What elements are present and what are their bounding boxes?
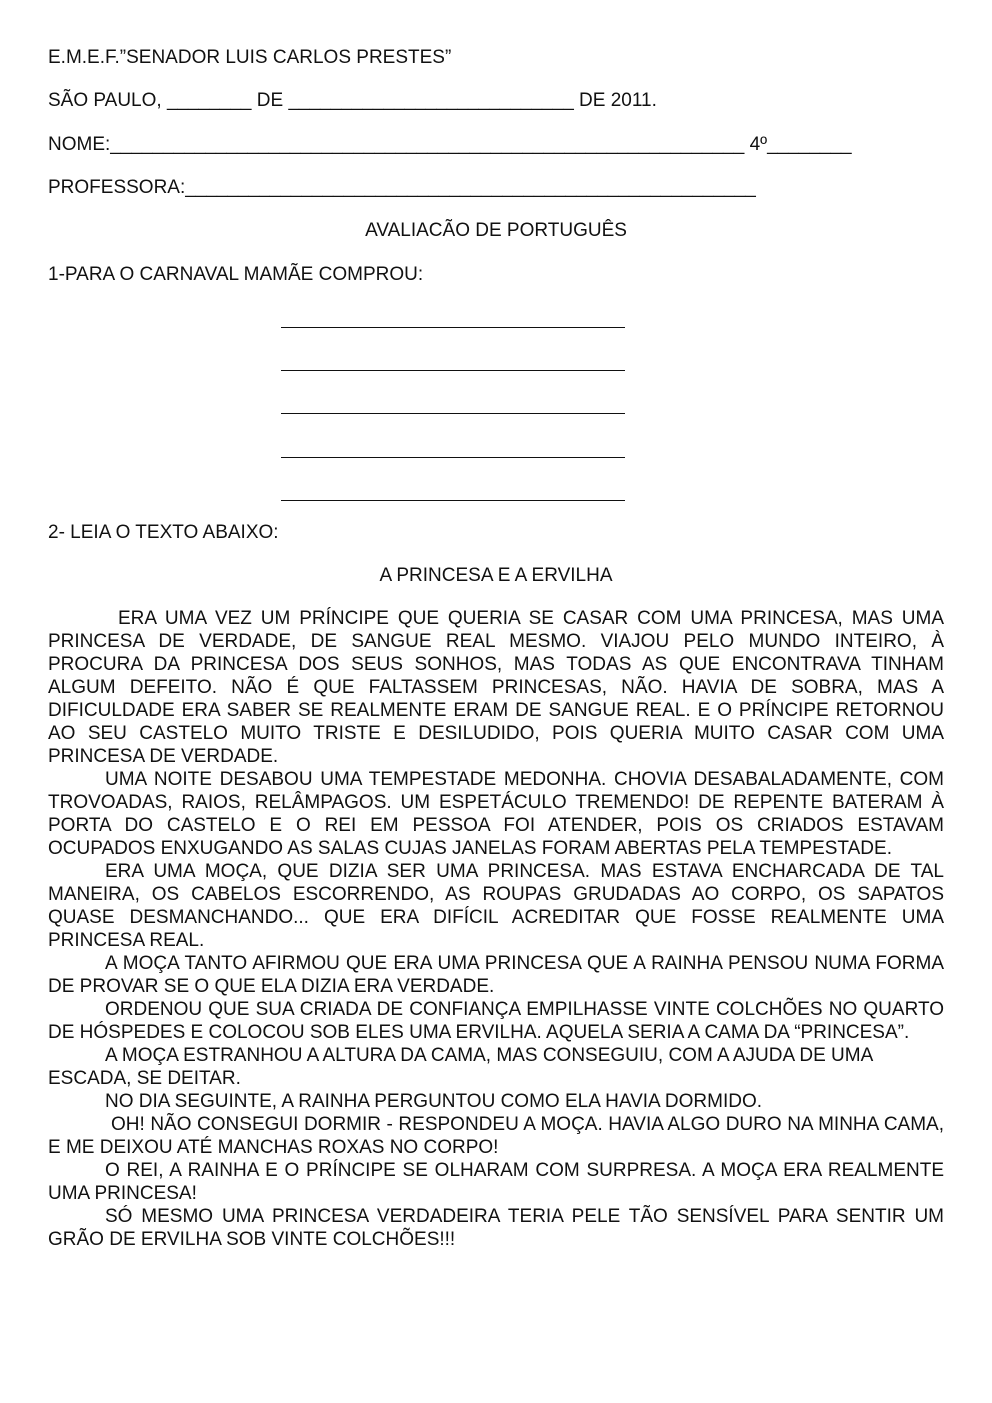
story-paragraph: OH! NÃO CONSEGUI DORMIR - RESPONDEU A MOÇA. HAVIA ALGO DURO NA MINHA CAMA, E ME DEIXOU ATÉ MANCHAS ROXAS NO CORPO! [48, 1114, 944, 1158]
teacher-line: PROFESSORA:______________________________________________________ [48, 177, 756, 198]
story-paragraph: O REI, A RAINHA E O PRÍNCIPE SE OLHARAM COM SURPRESA. A MOÇA ERA REALMENTE UMA PRINCESA! [48, 1160, 944, 1204]
exam-title: AVALIACÃO DE PORTUGUÊS [365, 220, 627, 241]
story-paragraph: UMA NOITE DESABOU UMA TEMPESTADE MEDONHA. CHOVIA DESABALADAMENTE, COM TROVOADAS, RAIOS, RELÂMPAGOS. UM ESPETÁCULO TREMENDO! DE REPENTE BATERAM À PORTA DO CASTELO E O REI EM PESSOA FOI ATENDER, POIS OS CRIADOS ESTAVAM OCUPADOS ENXUGANDO AS SALAS CUJAS JANELAS FORAM ABERTAS PELA TEMPESTADE. [48, 769, 944, 859]
story-text [48, 607, 944, 1251]
answer-blank [281, 370, 625, 371]
story-title: A PRINCESA E A ERVILHA [379, 565, 613, 586]
story-paragraph: SÓ MESMO UMA PRINCESA VERDADEIRA TERIA PELE TÃO SENSÍVEL PARA SENTIR UM GRÃO DE ERVILHA SOB VINTE COLCHÕES!!! [48, 1206, 944, 1250]
story-paragraph: ORDENOU QUE SUA CRIADA DE CONFIANÇA EMPILHASSE VINTE COLCHÕES NO QUARTO DE HÓSPEDES E COLOCOU SOB ELES UMA ERVILHA. AQUELA SERIA A CAMA DA “PRINCESA”. [48, 999, 944, 1043]
student-name-line: NOME:____________________________________________________________ 4º________ [48, 134, 852, 155]
story-paragraph: ERA UMA MOÇA, QUE DIZIA SER UMA PRINCESA. MAS ESTAVA ENCHARCADA DE TAL MANEIRA, OS CABELOS ESCORRENDO, AS ROUPAS GRUDADAS AO CORPO, OS SAPATOS QUASE DESMANCHANDO... QUE ERA DIFÍCIL ACREDITAR QUE FOSSE REALMENTE UMA PRINCESA REAL. [48, 861, 944, 951]
answer-blank [281, 457, 625, 458]
answer-blank [281, 327, 625, 328]
story-paragraph: NO DIA SEGUINTE, A RAINHA PERGUNTOU COMO ELA HAVIA DORMIDO. [105, 1091, 763, 1112]
story-paragraph: A MOÇA TANTO AFIRMOU QUE ERA UMA PRINCESA QUE A RAINHA PENSOU NUMA FORMA DE PROVAR SE O QUE ELA DIZIA ERA VERDADE. [48, 953, 944, 997]
question-2-prompt: 2- LEIA O TEXTO ABAIXO: [48, 522, 279, 543]
question-1-prompt: 1-PARA O CARNAVAL MAMÃE COMPROU: [48, 264, 424, 285]
story-paragraph: ERA UMA VEZ UM PRÍNCIPE QUE QUERIA SE CASAR COM UMA PRINCESA, MAS UMA PRINCESA DE VERDADE, DE SANGUE REAL MESMO. VIAJOU PELO MUNDO INTEIRO, À PROCURA DA PRINCESA DOS SEUS SONHOS, MAS TODAS AS QUE ENCONTRAVA TINHAM ALGUM DEFEITO. NÃO É QUE FALTASSEM PRINCESAS, NÃO. HAVIA DE SOBRA, MAS A DIFICULDADE ERA SABER SE REALMENTE ERAM DE SANGUE REAL. E O PRÍNCIPE RETORNOU AO SEU CASTELO MUITO TRISTE E DESILUDIDO, POIS QUERIA MUITO CASAR COM UMA PRINCESA DE VERDADE. [48, 608, 944, 767]
date-line: SÃO PAULO, ________ DE ___________________________ DE 2011. [48, 90, 657, 111]
answer-blank [281, 413, 625, 414]
school-name: E.M.E.F.”SENADOR LUIS CARLOS PRESTES” [48, 47, 452, 68]
answer-blank [281, 500, 625, 501]
story-paragraph: A MOÇA ESTRANHOU A ALTURA DA CAMA, MAS CONSEGUIU, COM A AJUDA DE UMA ESCADA, SE DEITAR. [48, 1045, 873, 1089]
